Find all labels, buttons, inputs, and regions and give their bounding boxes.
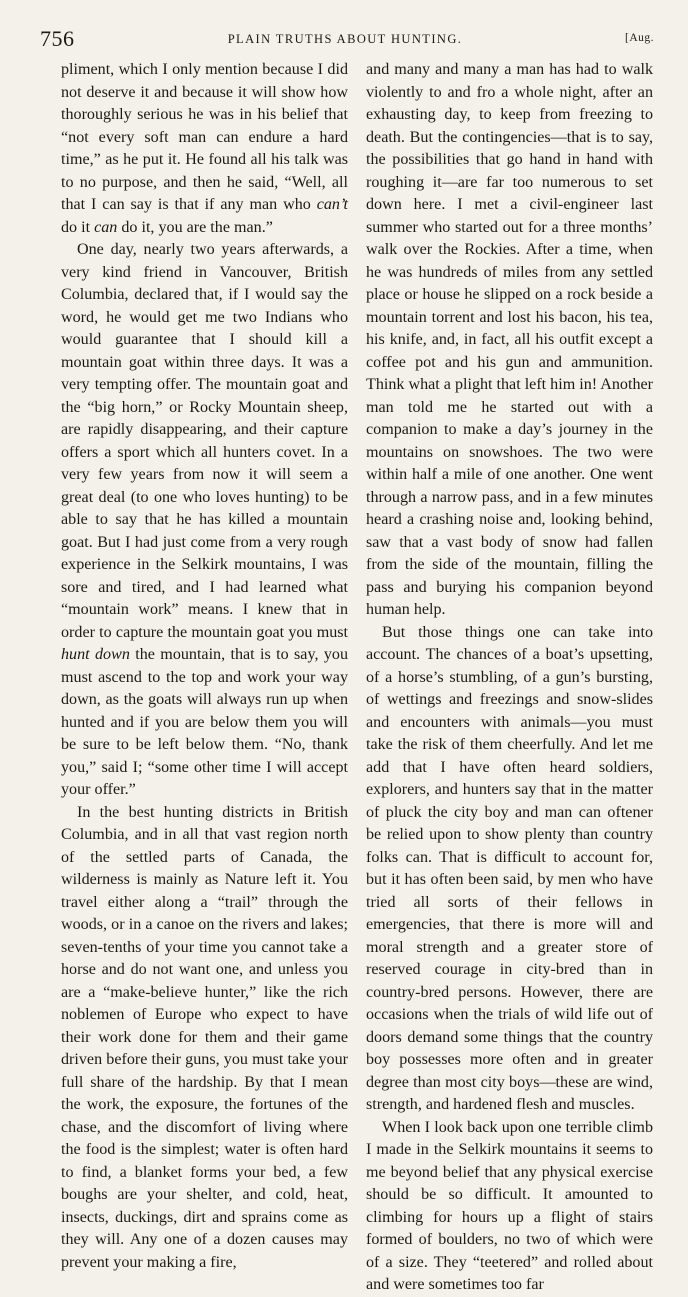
page-header (40, 22, 654, 52)
paragraph: pliment, which I only mention because I did not deserve it and because it will show how thoroughly serious he was in his belief that “not every soft man can endure a hard time,” as he put it. He found all his talk was to no purpose, and then he said, “Well, all that I can say is that if any man who can’t do it can do it, you are the man.” (61, 61, 348, 236)
paragraph: and many and many a man has had to walk violently to and fro a whole night, after an exhausting day, to keep from freezing to death. But the contingencies—that is to say, the possibilities that go hand in hand with roughing it—are far too numerous to set down here. I met a civil-engineer last summer who started out for a three months’ walk over the Rockies. After a time, when he was hundreds of miles from any settled place or house he slipped on a rock beside a mountain torrent and lost his bacon, his tea, his knife, and, in fact, all his outfit except a coffee pot and his gun and ammunition. Think what a plight that left him in! Another man told me he started out with a companion to make a day’s journey in the mountains on snowshoes. The two were within half a mile of one another. One went through a narrow pass, and in a few minutes heard a crashing noise and, looking behind, saw that a vast body of snow had fallen from the side of the mountain, filling the pass and burying his companion beyond human help. (366, 61, 653, 618)
running-title: PLAIN TRUTHS ABOUT HUNTING. (227, 32, 463, 46)
paragraph: In the best hunting districts in British Columbia, and in all that vast region north of the settled parts of Canada, the wilderness is mainly as Nature left it. You travel either along a “trail” through the woods, or in a canoe on the rivers and lakes; seven-tenths of your time you cannot take a horse and do not want one, and unless you are a “make-believe hunter,” like the rich noblemen of Europe who expect to have their work done for them and their game driven before their guns, you must take your full share of the hardship. By that I mean the work, the exposure, the fortunes of the chase, and the discomfort of living where the food is the simplest; water is often hard to find, a blanket forms your bed, a few boughs are your shelter, and cold, heat, insects, duckings, dirt and sprains come as they will. Any one of a dozen causes may prevent your making a fire, (61, 803, 348, 1271)
paragraph: But those things one can take into account. The chances of a boat’s upsetting, of a horse’s stumbling, of a gun’s bursting, of wettings and freezings and snow-slides and encounters with animals—you must take the risk of them cheerfully. And let me add that I have often heard soldiers, explorers, and hunters say that in the matter of pluck the city boy and man can oftener be relied upon to show plenty than country folks can. That is difficult to account for, but it has often been said, by men who have tried all sorts of their fellows in emergencies, that there is more will and moral strength and a greater store of reserved courage in city-bred than in country-bred persons. However, there are occasions when the trials of wild life out of doors demand some things that the country boy possesses more often and in greater degree than most city boys—these are wind, strength, and hardened flesh and muscles. (366, 623, 653, 1113)
month-label: [Aug. (624, 32, 654, 44)
paragraph: When I look back upon one terrible climb I made in the Selkirk mountains it seems to me beyond belief that any physical exercise should be so difficult. It amounted to climbing for hours up a flight of stairs formed of boulders, no two of which were of a size. They “teetered” and rolled about and were sometimes too far (366, 1118, 653, 1293)
left-column (61, 59, 348, 1274)
paragraph: One day, nearly two years afterwards, a very kind friend in Vancouver, British Columbia, declared that, if I would say the word, he would get me two Indians who would guarantee that I should kill a mountain goat within three days. It was a very tempting offer. The mountain goat and the “big horn,” or Rocky Mountain sheep, are rapidly disappearing, and their capture offers a sport which all hunters covet. In a very few years from now it will seem a great deal (to one who loves hunting) to be able to say that he has killed a mountain goat. But I had just come from a very rough experience in the Selkirk mountains, I was sore and tired, and I had learned what “mountain work” means. I knew that in order to capture the mountain goat you must hunt down the mountain, that is to say, you must ascend to the top and work your way down, as the goats will always run up when hunted and if you are below them you will be sure to be left below them. “No, thank you,” said I; “some other time I will accept your offer.” (61, 241, 348, 798)
right-column (366, 59, 653, 1297)
page-number: 756 (40, 26, 75, 51)
